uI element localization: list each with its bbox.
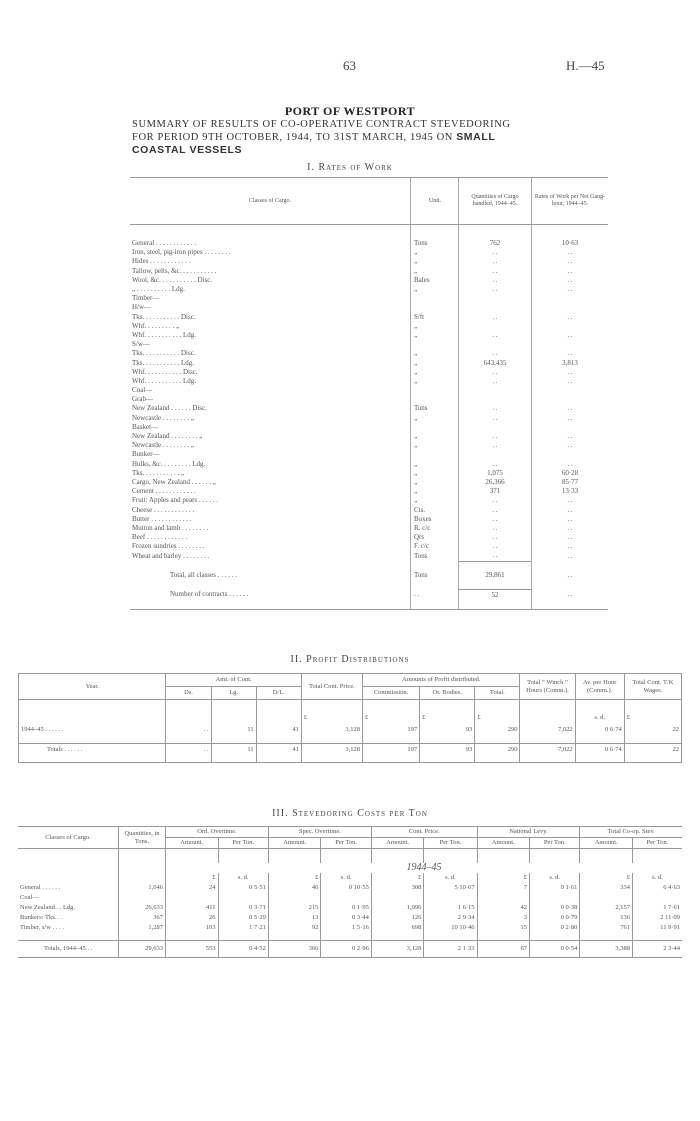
cost-rows bbox=[18, 883, 682, 933]
stevedoring-costs-table bbox=[18, 826, 682, 958]
col-quantities: Quantities, in Tons. bbox=[119, 827, 166, 849]
table-row: Coal— bbox=[18, 893, 682, 903]
col-unit: Unit. bbox=[411, 178, 459, 225]
col-ds: Ds. bbox=[166, 687, 211, 700]
total-row: Total, all classes . . . . . . Tons 29,861 . . bbox=[130, 571, 608, 580]
col-profit: Amounts of Profit distributed. bbox=[362, 674, 519, 687]
col-dl: D/L. bbox=[256, 687, 301, 700]
col-amt-cont: Amt. of Cont. bbox=[166, 674, 301, 687]
table-row: Butter . . . . . . . . . . . . Boxes . . . . bbox=[130, 515, 608, 524]
table-row: Tallow, pelts, &c. . . . . . . . . . . „ . . . . bbox=[130, 267, 608, 276]
rates-rows bbox=[130, 239, 608, 561]
col-winch-hours: Total “ Winch ” Hours (Comm.). bbox=[520, 674, 575, 700]
profit-distributions-table bbox=[18, 673, 682, 763]
subtitle-line-1: SUMMARY OF RESULTS OF CO-OPERATIVE CONTRACT STEVEDORING bbox=[132, 119, 511, 130]
table-row: Beef . . . . . . . . . . . . Qrs . . . . bbox=[130, 533, 608, 542]
col-total-cont-wages: Total Cont. T/K Wages. bbox=[624, 674, 681, 700]
table-row: New Zealand . . Ldg. 26,633 411 0 3·71 215 0 1·95 1,996 1 6·15 42 0 0·38 2,157 1 7·61 bbox=[20, 903, 680, 911]
col-ord-overtime: Ord. Overtime. bbox=[166, 827, 269, 838]
col-total-coop: Total Co-op. Stev. bbox=[580, 827, 682, 838]
per-ton-header: Per Ton. bbox=[424, 838, 477, 849]
per-ton-header: Per Ton. bbox=[530, 838, 580, 849]
table-row: New Zealand . . . . . . . . „ „ . . . . bbox=[130, 432, 608, 441]
col-av-hour: Av. per Hour (Comm.). bbox=[575, 674, 624, 700]
amount-header: Amount. bbox=[268, 838, 321, 849]
table-row: Wheat and barley . . . . . . . . Tons . . . . bbox=[130, 551, 608, 561]
table-row: Tks. . . . . . . . . . . Disc. S/ft . . . . bbox=[130, 313, 608, 322]
table-row: Bunkers: Tks. . . 367 26 0 5·29 13 0 3·44 126 2 9·34 3 0 0·79 136 2 11·09 bbox=[20, 913, 680, 921]
col-year: Year. bbox=[19, 674, 166, 700]
page-title: PORT OF WESTPORT bbox=[284, 104, 416, 118]
table-row: 1944–45 . . . . . . . . 11 41 3,128 197 93 290 7,022 0 6·74 22 bbox=[19, 724, 682, 736]
col-or-bodies: Or. Bodies. bbox=[420, 687, 475, 700]
table-row: General . . . . . . . . . . . . Tons 762 10·63 bbox=[130, 239, 608, 248]
col-lg: Lg. bbox=[211, 687, 256, 700]
col-total-cont-price: Total Cont. Price. bbox=[301, 674, 362, 700]
page-number: 63 bbox=[343, 58, 356, 73]
col-commission: Commission. bbox=[362, 687, 419, 700]
table-row: Mutton and lamb . . . . . . . . R. c/c . . . . bbox=[130, 524, 608, 533]
table-row: S/w— bbox=[130, 340, 608, 349]
table-row: Whf. . . . . . . . . „ „ bbox=[130, 322, 608, 331]
col-total: Total. bbox=[475, 687, 520, 700]
table-row: Coal— bbox=[130, 386, 608, 395]
subtitle-line-3: COASTAL VESSELS bbox=[132, 144, 243, 156]
table-row: Fruit: Apples and pears . . . . . . „ . . . . bbox=[130, 496, 608, 505]
amount-header: Amount. bbox=[371, 838, 424, 849]
table-row: Hides . . . . . . . . . . . . „ . . . . bbox=[130, 257, 608, 266]
section-2-title: II. Profit Distributions bbox=[290, 654, 410, 665]
table-row: Tks. . . . . . . . . . . Ldg. „ 643,435 3,813 bbox=[130, 358, 608, 367]
table-row: Cheese . . . . . . . . . . . . Cts. . . . . bbox=[130, 505, 608, 514]
table-row: Iron, steel, pig-iron pipes . . . . . . . . „ . . . . bbox=[130, 248, 608, 257]
units-row: £ £ £ £ s. d. £ bbox=[19, 712, 682, 724]
col-national-levy: National Levy. bbox=[477, 827, 580, 838]
table-row: Timber— bbox=[130, 294, 608, 303]
totals-row: Totals . . . . . . . . 11 41 3,128 197 93 290 7,022 0 6·74 22 bbox=[19, 744, 682, 757]
table-row: Grab— bbox=[130, 395, 608, 404]
table-row: Cement . . . . . . . . . . . . „ 371 13·33 bbox=[130, 487, 608, 496]
table-row: Timber, s/w . . . . 1,287 103 1 7·21 92 1 5·16 698 10 10·46 15 0 2·80 761 11 9·91 bbox=[20, 923, 680, 931]
subtitle bbox=[132, 119, 592, 157]
section-1-title: I. Rates of Work bbox=[307, 162, 393, 173]
per-ton-header: Per Ton. bbox=[632, 838, 682, 849]
table-row: H/w— bbox=[130, 303, 608, 312]
table-row: Hulks, &c. . . . . . . . . Ldg. „ . . . . bbox=[130, 460, 608, 469]
table-row: „ . . . . . . . . . . Ldg. „ . . . . bbox=[130, 285, 608, 294]
table-row: New Zealand . . . . . . Disc. Tons . . . . bbox=[130, 404, 608, 413]
totals-row: Totals, 1944–45 . . 29,633 553 0 4·52 366 0 2·96 3,128 2 1·33 67 0 0·54 3,388 2 3·44 bbox=[18, 941, 682, 958]
report-reference: H.—45 bbox=[566, 58, 605, 73]
table-row: Tks. . . . . . . . . . . Disc. „ . . . . bbox=[130, 349, 608, 358]
per-ton-header: Per Ton. bbox=[218, 838, 268, 849]
rates-of-work-table bbox=[130, 177, 608, 610]
table-row: Newcastle . . . . . . . . „ „ . . . . bbox=[130, 414, 608, 423]
table-row: Whf. . . . . . . . . . . Disc. „ . . . . bbox=[130, 368, 608, 377]
units-row: £ s. d. £ s. d. £ s. d. £ s. d. £ s. d. bbox=[18, 873, 682, 883]
year-label: 1944–45 bbox=[166, 863, 683, 873]
subtitle-line-2: FOR PERIOD 9TH OCTOBER, 1944, TO 31ST MARCH, 1945 ON bbox=[132, 132, 457, 143]
col-rates: Rates of Work per Net Gang-hour, 1944–45. bbox=[532, 178, 609, 225]
amount-header: Amount. bbox=[477, 838, 530, 849]
col-classes: Classes of Cargo. bbox=[130, 178, 411, 225]
per-ton-header: Per Ton. bbox=[321, 838, 371, 849]
table-row: Bunker— bbox=[130, 450, 608, 459]
table-row: General . . . . . . 1,046 24 0 5·51 46 0 10·55 308 5 10·67 7 0 1·61 334 6 4·63 bbox=[20, 883, 680, 891]
col-quantities: Quantities of Cargo handled, 1944–45. bbox=[459, 178, 532, 225]
table-row: Wool, &c. . . . . . . . . . . Disc. Bales . . . . bbox=[130, 276, 608, 285]
table-row: Whf. . . . . . . . . . . Ldg. „ . . . . bbox=[130, 331, 608, 340]
col-classes: Classes of Cargo. bbox=[18, 827, 119, 849]
amount-header: Amount. bbox=[580, 838, 633, 849]
amount-header: Amount. bbox=[166, 838, 219, 849]
table-row: Newcastle . . . . . . . . „ „ . . . . bbox=[130, 441, 608, 450]
table-row: Tks. . . . . . . . . . . „ „ 1,075 60·28 bbox=[130, 469, 608, 478]
table-row: Whf. . . . . . . . . . . Ldg. „ . . . . bbox=[130, 377, 608, 386]
col-cont-price: Cont. Price. bbox=[371, 827, 477, 838]
contracts-row: Number of contracts . . . . . . . . 52 . . bbox=[130, 590, 608, 600]
table-row: Frozen sundries . . . . . . . . F. c/c . . . . bbox=[130, 542, 608, 551]
subtitle-bold: SMALL bbox=[456, 131, 496, 143]
col-spec-overtime: Spec. Overtime. bbox=[268, 827, 371, 838]
table-row: Cargo, New Zealand . . . . . . „ „ 26,366 85·77 bbox=[130, 478, 608, 487]
section-3-title: III. Stevedoring Costs per Ton bbox=[272, 808, 428, 819]
table-row: Basket— bbox=[130, 423, 608, 432]
